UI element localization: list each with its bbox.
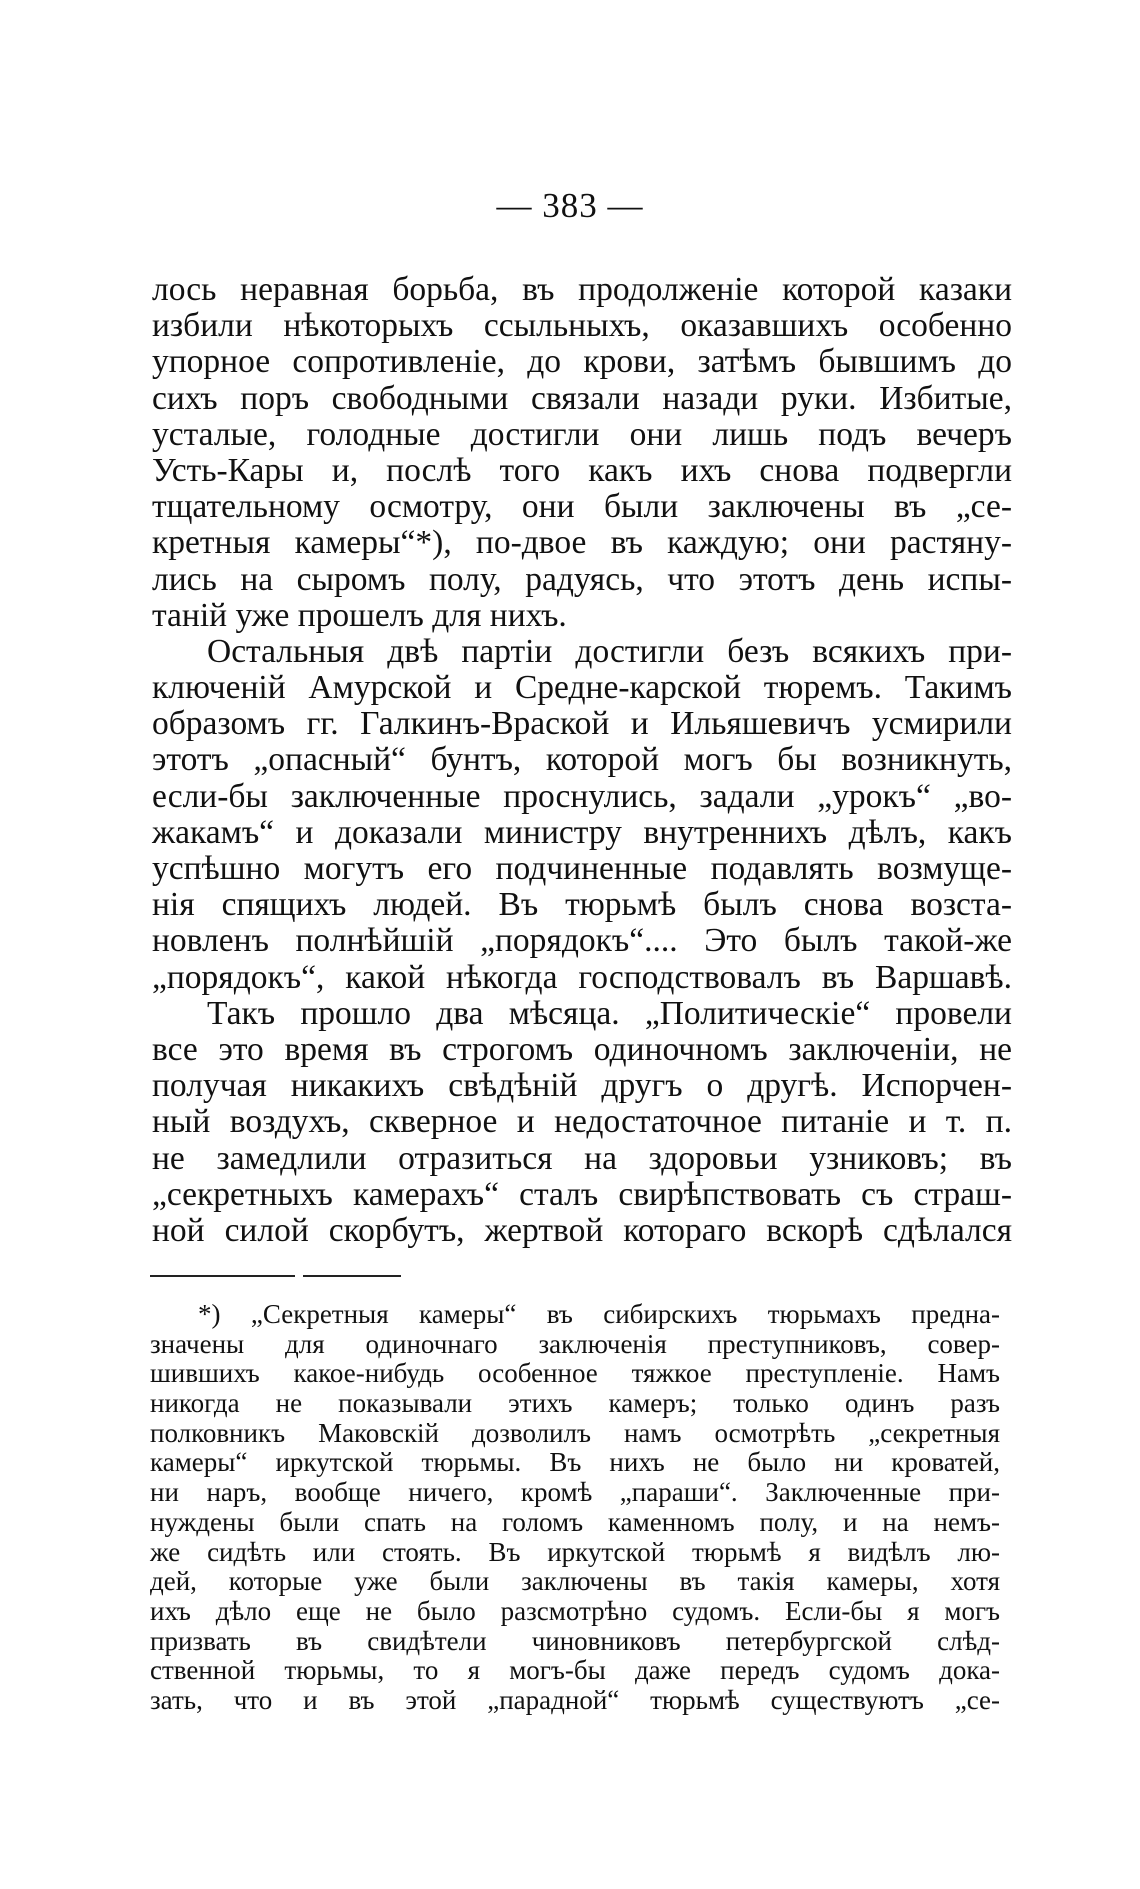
text-line: если-бы заключенные проснулись, задали „урокъ“ „во- <box>152 777 1012 815</box>
text-line: все это время въ строгомъ одиночномъ заключеніи, не <box>152 1030 1012 1068</box>
text-line: успѣшно могутъ его подчиненные подавлять возмуще- <box>152 850 1012 887</box>
text-line: „секретныхъ камерахъ“ сталъ свирѣпствовать съ страш- <box>152 1175 1012 1213</box>
footnote-line: ихъ дѣло еще не было разсмотрѣно судомъ. Если-бы я могъ <box>150 1595 1000 1626</box>
footnote-divider <box>150 1275 295 1277</box>
text-line: тщательному осмотру, они были заключены въ „се- <box>152 488 1012 526</box>
text-line: новленъ полнѣйшій „порядокъ“.... Это былъ такой-же <box>152 922 1012 960</box>
footnote-line: нуждены были спать на голомъ каменномъ полу, и на немъ- <box>150 1506 1000 1537</box>
text-line: лись на сыромъ полу, радуясь, что этотъ день испы- <box>152 560 1012 598</box>
footnote-line: полковникъ Маковскій дозволилъ намъ осмотрѣть „секретныя <box>150 1417 1000 1448</box>
footnote-line: *) „Секретныя камеры“ въ сибирскихъ тюрьмахъ предна- <box>198 1299 1000 1329</box>
text-line: Такъ прошло два мѣсяца. „Политическіе“ провели <box>207 994 1012 1032</box>
page-number: — 383 — <box>496 186 644 225</box>
text-line: упорное сопротивленіе, до крови, затѣмъ бывшимъ до <box>152 343 1012 381</box>
footnote-line: ственной тюрьмы, то я могъ-бы даже передъ судомъ дока- <box>150 1655 1000 1686</box>
footnote-line: ни наръ, вообще ничего, кромѣ „параши“. Заключенные при- <box>150 1477 1000 1508</box>
paragraph <box>152 272 1012 634</box>
text-line: Усть-Кары и, послѣ того какъ ихъ снова подвергли <box>152 451 1012 489</box>
text-line: усталые, голодные достигли они лишь подъ вечеръ <box>152 415 1012 453</box>
footnote-line: шившихъ какое-нибудь особенное тяжкое преступленіе. Намъ <box>150 1358 1000 1389</box>
text-line: получая никакихъ свѣдѣній другъ о другѣ. Испорчен- <box>152 1067 1012 1105</box>
footnote-divider <box>303 1275 401 1277</box>
text-line: сихъ поръ свободными связали назади руки. Избитые, <box>152 379 1012 417</box>
footnote-line: камеры“ иркутской тюрьмы. Въ нихъ не было ни кроватей, <box>150 1447 1000 1478</box>
footnote-line: же сидѣть или стоять. Въ иркутской тюрьмѣ я видѣлъ лю- <box>150 1536 1000 1567</box>
main-text <box>152 272 1012 1249</box>
text-line: нія спящихъ людей. Въ тюрьмѣ былъ снова возста- <box>152 886 1012 924</box>
text-line: „порядокъ“, какой нѣкогда господствовалъ въ Варшавѣ. <box>152 958 1012 996</box>
text-line: ный воздухъ, скверное и недостаточное питаніе и т. п. <box>152 1103 1012 1141</box>
footnote <box>150 1300 1000 1716</box>
text-line: образомъ гг. Галкинъ-Враской и Ильяшевичъ усмирили <box>152 705 1012 743</box>
text-line: ной силой скорбутъ, жертвой котораго вскорѣ сдѣлался <box>152 1211 1012 1249</box>
footnote-line: дей, которые уже были заключены въ такія камеры, хотя <box>150 1566 1000 1597</box>
paragraph <box>152 996 1012 1249</box>
text-line: не замедлили отразиться на здоровьи узниковъ; въ <box>152 1139 1012 1177</box>
text-line: Остальныя двѣ партіи достигли безъ всякихъ при- <box>207 632 1012 670</box>
text-line: жакамъ“ и доказали министру внутреннихъ дѣлъ, какъ <box>152 813 1012 851</box>
text-line: избили нѣкоторыхъ ссыльныхъ, оказавшихъ особенно <box>152 307 1012 345</box>
footnote-line: никогда не показывали этихъ камеръ; только одинъ разъ <box>150 1388 1000 1419</box>
text-line: лось неравная борьба, въ продолженіе которой казаки <box>152 271 1012 308</box>
text-line: ключеній Амурской и Средне-карской тюремъ. Такимъ <box>152 669 1012 707</box>
text-line: таній уже прошелъ для нихъ. <box>152 596 567 634</box>
footnote-line: призвать въ свидѣтели чиновниковъ петербургской слѣд- <box>150 1625 1000 1656</box>
footnote-line: зать, что и въ этой „парадной“ тюрьмѣ существуютъ „се- <box>150 1684 1000 1715</box>
text-line: кретныя камеры“*), по-двое въ каждую; они растяну- <box>152 524 1012 562</box>
text-line: этотъ „опасный“ бунтъ, которой могъ бы возникнуть, <box>152 741 1012 779</box>
footnote-line: значены для одиночнаго заключенія преступниковъ, совер- <box>150 1328 1000 1359</box>
paragraph <box>152 634 1012 996</box>
